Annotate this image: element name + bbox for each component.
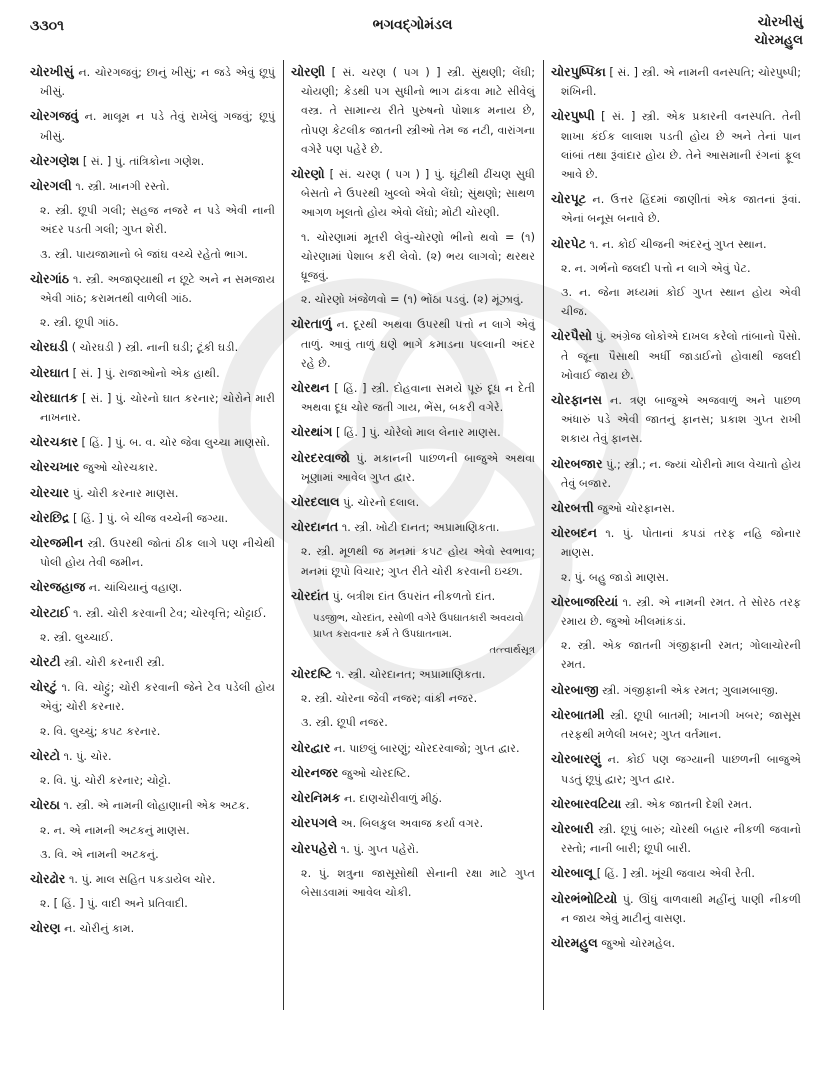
definition: [ સં. ] પું. રાજાઓનો એક હાથી. (72, 366, 220, 380)
headword: ચોરણો (291, 166, 325, 182)
dictionary-entry (30, 106, 275, 145)
definition: ( ચોરઘડી ) સ્ત્રી. નાની ઘડી; ટૂંકી ઘડી. (71, 341, 239, 355)
definition: ૧. સ્ત્રી. ચોરદાનત; અપ્રામાણિકતા. (335, 668, 486, 682)
definition: [ સં. ચરણ ( પગ ) ] પું. ઘૂંટીથી ઢીંચણ સુધી બેસતો ને ઉપરથી ખુલ્લો એવો લેંઘો; સુંથણો; સાથળ આગળ ખૂલતો હોય એવો લેંઘો; મોટી ચોરણી. (301, 168, 536, 220)
definition: પું. બત્રીશ દાંત ઉપરાંત નીકળતો દાંત. (332, 589, 496, 603)
headword: ચોરણ (30, 920, 61, 936)
headword: ચોરભંભોટિયો (551, 890, 618, 906)
dictionary-entry (291, 314, 535, 373)
sub-sense: ૨. સ્ત્રી. મૂળથી જ મનમાં કપટ હોય એવો સ્વભાવ; મનમાં છૂપો વિચાર; ગુપ્ત રીતે ચોરી કરવાની ઇચ્છા. (301, 545, 535, 578)
sub-sense: ૨. પું. બહુ જાડો માણસ. (561, 570, 669, 584)
quote-text: પડજીભ, ચોરદાંત, રસોળી વગેરે ઉપઘાતકારી અવયવો પ્રાપ્ત કરાવનાર કર્મ તે ઉપઘાતનામ. (313, 613, 524, 641)
dictionary-entry (551, 705, 801, 744)
headword: ચોરપૂટ (551, 191, 586, 207)
definition: પું. ચોરી કરનાર માણસ. (72, 486, 179, 500)
headword: ચોરદ્વાર (291, 739, 331, 755)
definition: પું. અંગ્રેજ લોકોએ દાખલ કરેલો તાંબાનો પૈસો. તે જૂના પૈસાથી અર્ધી જાડાઈનો હોવાથી જલદી ખોવાઈ જાય છે. (561, 330, 801, 382)
dictionary-entry (291, 517, 535, 537)
definition: ૧. સ્ત્રી. અજાણ્યાથી ન છૂટે અને ન સમજાય એવી ગાંઠ; કરામતથી વાળેલી ગાંઠ. (40, 272, 276, 306)
dictionary-entry (551, 592, 801, 631)
definition: ન. ચાંચિયાનું વહાણ. (88, 581, 183, 595)
definition: સ્ત્રી. ગંજીફાની એક રમત; ગુલામબાજી. (602, 683, 779, 697)
sub-sense: ૨. સ્ત્રી. છૂપી ગાંઠ. (40, 316, 119, 330)
dictionary-entry (291, 448, 535, 487)
definition: ન. દૂરથી અથવા ઉપરથી પત્તો ન લાગે એવું તાળું. આવું તાળું ઘણે ભાગે કમાડના પલ્લાની અંદર રહે છે. (301, 318, 535, 370)
dictionary-entry (291, 813, 535, 833)
definition: સ્ત્રી. છૂપી બાતમી; ખાનગી ખબર; જાસૂસ તરફથી મળેલી ખબર; ગુપ્ત વર્તમાન. (561, 708, 801, 742)
dictionary-entry (30, 363, 275, 383)
definition: પું. ઊંધું વાળવાથી મહીંનું પાણી નીકળી ન જાય એવું માટીનું વાસણ. (561, 892, 801, 925)
sub-sense: ૨. ચોરણો ખંજેળવો = (૧) ભોંઠા પડવું. (૨) મૂંઝાવું. (301, 293, 524, 307)
dictionary-entry (30, 603, 275, 623)
guide-words (754, 14, 803, 50)
sub-sense: ૨. સ્ત્રી. એક જાતની ગંજીફાની રમત; ગોલાચોરની રમત. (561, 639, 801, 672)
definition: જુઓ ચોરમહેલ. (601, 936, 676, 950)
headword: ચોરદષ્ટિ (291, 666, 332, 682)
definition: [ સં. ] સ્ત્રી. એક પ્રકારની વનસ્પતિ. તેની શાખા કંઈક લાલાશ પડતી હોય છે અને તેનાં પાન લાંબાં તથા રૂંવાંદાર હોય છે. તેને આસમાની રંગનાં ફૂલ આવે છે. (561, 110, 801, 182)
definition: [ હિં. ] પું. બ. વ. ચોર જેવા લુચ્ચા માણસો. (81, 436, 270, 450)
dictionary-column-2 (291, 62, 535, 1051)
definition: પું. ચોરનો દલાલ. (343, 496, 420, 510)
headword: ચોરઘાતક (30, 389, 78, 405)
column-divider (543, 60, 544, 1010)
definition: ૧. પું. પોતાનાં કપડાં તરફ નહિ જોનાર માણસ. (561, 527, 801, 560)
dictionary-entry (551, 106, 801, 184)
dictionary-entry (30, 918, 275, 938)
definition: ૧. પું. માલ સહિત પકડાયેલ ચોર. (68, 872, 216, 886)
sub-sense: ૨. [ હિં. ] પું. વાદી અને પ્રતિવાદી. (40, 897, 188, 911)
headword: ચોરગણેશ (30, 152, 80, 168)
dictionary-entry (30, 795, 275, 815)
dictionary-entry (551, 889, 801, 928)
headword: ચોરતાળું (291, 316, 332, 332)
definition: ૧. ન. કોઈ ચીજની અંદરનું ગુપ્ત સ્થાન. (589, 237, 767, 251)
headword: ચોરપગલે (291, 815, 338, 831)
headword: ચોરચકાર (30, 434, 78, 450)
dictionary-entry (291, 164, 535, 223)
headword: ચોરદાનત (291, 519, 339, 535)
headword: ચોરઘડી (30, 339, 69, 355)
guide-word-last: ચોરમહુલ (754, 33, 803, 48)
headword: ચોરછિદ્ર (30, 509, 70, 525)
sub-sense: ૨. ન. એ નામની અટકનું માણસ. (40, 823, 190, 837)
headword: ચોરબારવટિયા (551, 795, 622, 811)
dictionary-entry (551, 390, 801, 449)
headword: ચોરપુષ્પી (551, 108, 595, 124)
headword: ચોરગજવું (30, 108, 79, 124)
dictionary-column-1 (30, 62, 275, 1051)
definition: સ્ત્રી. ઉપરથી જોતાં ઠીક લાગે પણ નીચેથી પોલી હોય તેવી જમીન. (40, 537, 275, 570)
dictionary-entry (291, 664, 535, 684)
dictionary-entry (30, 508, 275, 528)
dictionary-entry (291, 763, 535, 783)
dictionary-entry (291, 586, 535, 606)
headword: ચોરબદન (551, 525, 597, 541)
definition: ૧. સ્ત્રી. ખોટી દાનત; અપ્રામાણિકતા. (341, 521, 500, 535)
dictionary-entry (30, 533, 275, 572)
definition: ૧. પું. ગુપ્ત પહેરો. (340, 842, 419, 856)
headword: ચોરબાજરિયાં (551, 593, 619, 609)
dictionary-entry (551, 523, 801, 562)
dictionary-entry (551, 863, 801, 883)
headword: ચોરઢોર (30, 870, 66, 886)
dictionary-entry (551, 933, 801, 953)
dictionary-entry (30, 388, 275, 427)
sub-sense: ૩. સ્ત્રી. છૂપી નજર. (301, 716, 388, 730)
headword: ચોરનજર (291, 764, 339, 780)
headword: ચોરબાજી (551, 681, 599, 697)
dictionary-entry (30, 577, 275, 597)
headword: ચોરબાતમી (551, 706, 605, 722)
definition: ન. ઉત્તર હિંદમાં જાણીતાં એક જાતનાં રૂંવાં. એનાં બનૂસ બનાવે છે. (561, 193, 802, 226)
headword: ચોરમહુલ (551, 934, 598, 950)
definition: જુઓ ચોરચકાર. (82, 461, 158, 475)
headword: ચોરબજાર (551, 455, 603, 471)
dictionary-entry (551, 819, 801, 858)
dictionary-entry (30, 269, 275, 308)
definition: ૧. સ્ત્રી. એ નામની લોહાણાની એક અટક. (63, 799, 250, 813)
definition: [ હિં. ] સ્ત્રી. ખૂંચી જવાય એવી રેતી. (596, 867, 755, 881)
sub-sense: ૨. સ્ત્રી. ચોરના જેવી નજર; વાંકી નજર. (301, 692, 478, 706)
dictionary-column-3 (551, 62, 801, 1051)
sub-sense: ૨. સ્ત્રી. છૂપી ગલી; સહજ નજરે ન પડે એવી નાની અંદર પડતી ગલી; ગુપ્ત શેરી. (40, 204, 275, 237)
sub-sense: ૩. સ્ત્રી. પાયજામાનો બે જાંઘ વચ્ચે રહેતો ભાગ. (40, 247, 248, 261)
definition: ૧. સ્ત્રી. ચોરી કરવાની ટેવ; ચોરવૃત્તિ; ચોટ્ટાઈ. (73, 606, 267, 620)
definition: પું.; સ્ત્રી.; ન. જ્યાં ચોરીનો માલ વેચાતો હોય તેવું બજાર. (561, 457, 801, 490)
headword: ચોરદરવાજો (291, 449, 350, 465)
dictionary-entry (30, 457, 275, 477)
dictionary-entry (551, 189, 801, 228)
sub-sense: ૨. સ્ત્રી. લુચ્ચાઈ. (40, 630, 114, 644)
dictionary-entry (551, 234, 801, 254)
definition: ન. પાછલું બારણું; ચોરદરવાજો; ગુપ્ત દ્વાર. (333, 741, 520, 755)
headword: ચોરદલાલ (291, 494, 340, 510)
sub-sense: ૨. પું. શત્રુના જાસૂસોથી સેનાની રક્ષા માટે ગુપ્ત બેસાડવામાં આવેલ ચોકી. (301, 866, 535, 899)
headword: ચોરજહાજ (30, 579, 86, 595)
definition: [ હિં. ] પું. બે ચીજ વચ્ચેની જગ્યા. (73, 511, 229, 525)
definition: ન. કોઈ પણ જગ્યાની પાછળની બાજુએ પડતું છૂપું દ્વાર; ગુપ્ત દ્વાર. (561, 753, 802, 786)
dictionary-entry (30, 62, 275, 101)
definition: [ હિં. ] પું. ચોરેલો માલ લેનાર માણસ. (335, 426, 501, 440)
definition: [ સં. ] પું. તાંત્રિકોના ગણેશ. (82, 154, 205, 168)
headword: ચોરફાનસ (551, 392, 603, 408)
definition: ૧. સ્ત્રી. ખાનગી રસ્તો. (75, 180, 170, 194)
headword: ચોરટું (30, 679, 57, 695)
guide-word-first: ચોરખીસું (757, 15, 803, 30)
dictionary-entry (30, 337, 275, 357)
dictionary-entry (30, 652, 275, 672)
headword: ચોરટાઈ (30, 604, 70, 620)
dictionary-entry (30, 483, 275, 503)
definition: ૧. સ્ત્રી. એ નામની રમત. તે સોરઠ તરફ રમાય છે. જુઓ ખીલમાંકડાં. (561, 595, 801, 629)
definition: [ સં. ચરણ ( પગ ) ] સ્ત્રી. સુંથણી; લેંઘી; ચોયણી; કેડથી પગ સુધીનો ભાગ ઢાંકવા માટે સીવેલું વસ્ત્ર. તે સામાન્ય રીતે પુરુષનો પોશાક મનાય છે, તોપણ કેટલીક જાતની સ્ત્રીઓ તેમ જ નટી, વારાંગના વગેરે પણ પહેરે છે. (301, 66, 536, 156)
headword: ચોરપહેરો (291, 840, 338, 856)
dictionary-entry (291, 738, 535, 758)
dictionary-entry (291, 839, 535, 859)
definition: ૧. વિ. ચોટ્ટું; ચોરી કરવાની જેને ટેવ પડેલી હોય એવું; ચોરી કરનાર. (40, 681, 275, 714)
definition: ન. માલૂમ ન પડે તેવું રાખેલું ગજવું; છૂપું ખીસું. (40, 110, 275, 143)
dictionary-entry (291, 62, 535, 159)
sub-sense: ૨. ન. ગર્ભનો જલદી પત્તો ન લાગે એવું પેટ. (561, 261, 751, 275)
page-header (0, 0, 825, 58)
headword: ચોરપેટ (551, 235, 586, 251)
sub-sense: ૨. વિ. પું. ચોરી કરનાર; ચોટ્ટો. (40, 774, 171, 788)
definition: [ હિં. ] સ્ત્રી. દોહવાના સમયે પૂરું દૂધ ન દેતી અથવા દૂધ ચોર જતી ગાય, ભેંસ, બકરી વગેરે. (301, 382, 535, 415)
definition: ન. ચોરીનું કામ. (64, 922, 135, 936)
headword: ચોરખીસું (30, 64, 74, 79)
headword: ચોરબારી (551, 820, 594, 836)
headword: ચોરબાલૂ (551, 865, 594, 881)
definition: પું. મકાનની પાછળની બાજુએ અથવા ખૂણામાં આવેલ ગુપ્ત દ્વાર. (301, 451, 535, 484)
definition: ન. ચોરગજવું; છાનું ખીસું; ન જડે એવું છૂપું ખીસું. (40, 66, 275, 99)
definition: જુઓ ચોરફાનસ. (597, 502, 675, 516)
definition: ૧. પું. ચોર. (63, 749, 112, 763)
book-title: ભગવદ્ગોમંડલ (372, 17, 453, 33)
headword: ચોરટી (30, 654, 61, 670)
definition: અ. બિલકુલ અવાજ કર્યા વગર. (340, 817, 484, 831)
dictionary-entry (551, 680, 801, 700)
dictionary-entry (30, 746, 275, 766)
headword: ચોરઘાત (30, 364, 70, 380)
definition: ન. ત્રણ બાજુએ અજવાળું અને પાછળ અંધારું પડે એવી જાતનું ફાનસ; પ્રકાશ ગુપ્ત રાખી શકાય તેવું ફાનસ. (561, 394, 801, 446)
headword: ચોરચખાર (30, 459, 80, 475)
definition: સ્ત્રી. ચોરી કરનારી સ્ત્રી. (64, 656, 165, 670)
column-divider (283, 60, 284, 1010)
dictionary-entry (551, 794, 801, 814)
sub-sense: ૨. વિ. લુચ્ચું; કપટ કરનાર. (40, 724, 161, 738)
headword: ચોરપુષ્પિકા (551, 64, 606, 79)
dictionary-entry (291, 492, 535, 512)
headword: ચોરબારણું (551, 751, 602, 767)
headword: ચોરબત્તી (551, 500, 594, 516)
definition: જુઓ ચોરદષ્ટિ. (341, 766, 411, 780)
headword: ચોરણી (291, 64, 326, 79)
dictionary-entry (30, 432, 275, 452)
sub-sense: ૧. ચોરણામાં મૂતરી લેવું-ચોરણો ભીનો થવો = (૧) ચોરણામાં પેશાબ કરી લેવો. (૨) ભય લાગવો; થરથર ધ્રૂજવું. (301, 230, 535, 283)
dictionary-entry (30, 176, 275, 196)
headword: ચોરનિમક (291, 790, 341, 806)
dictionary-entry (551, 454, 801, 493)
headword: ચોરગલી (30, 178, 72, 194)
dictionary-entry (551, 498, 801, 518)
headword: ચોરટો (30, 747, 60, 763)
sub-sense: ૩. ન. જેના મધ્યમાં કોઈ ગુપ્ત સ્થાન હોય એવી ચીજ. (561, 286, 801, 319)
dictionary-entry (30, 869, 275, 889)
dictionary-entry (551, 62, 801, 101)
dictionary-entry (551, 326, 801, 385)
headword: ચોરઠા (30, 797, 60, 813)
headword: ચોરચાર (30, 484, 70, 500)
quote-source: તત્ત્વાર્થસૂત્ર (489, 645, 535, 657)
dictionary-entry (30, 151, 275, 171)
definition: ન. દાણચોરીવાળું મીઠું. (343, 792, 443, 806)
sub-sense: ૩. વિ. એ નામની અટકનું. (40, 847, 159, 861)
dictionary-entry (291, 788, 535, 808)
dictionary-entry (30, 677, 275, 716)
definition: સ્ત્રી. એક જાતની દેશી રમત. (624, 797, 753, 811)
definition: [ સં. ] પું. ચોરનો ઘાત કરનાર; ચોરોને મારી નાખનાર. (40, 391, 276, 425)
definition: [ સં. ] સ્ત્રી. એ નામની વનસ્પતિ; ચોરપુષ્પી; શંખિની. (561, 66, 801, 99)
citation-quote (291, 611, 535, 659)
headword: ચોરજમીન (30, 535, 84, 551)
dictionary-entry (291, 378, 535, 417)
dictionary-entry (291, 422, 535, 442)
definition: સ્ત્રી. છૂપું બારું; ચોરથી બહાર નીકળી જવાનો રસ્તો; નાની બારી; છૂપી બારી. (561, 822, 801, 856)
headword: ચોરથન (291, 380, 330, 396)
headword: ચોરદાંત (291, 587, 329, 603)
page-number: ૩૩૦૧ (30, 18, 64, 34)
headword: ચોરપૈસો (551, 328, 592, 344)
dictionary-entry (551, 749, 801, 788)
headword: ચોરગાંઠ (30, 270, 70, 286)
headword: ચોરથાંગ (291, 424, 333, 440)
